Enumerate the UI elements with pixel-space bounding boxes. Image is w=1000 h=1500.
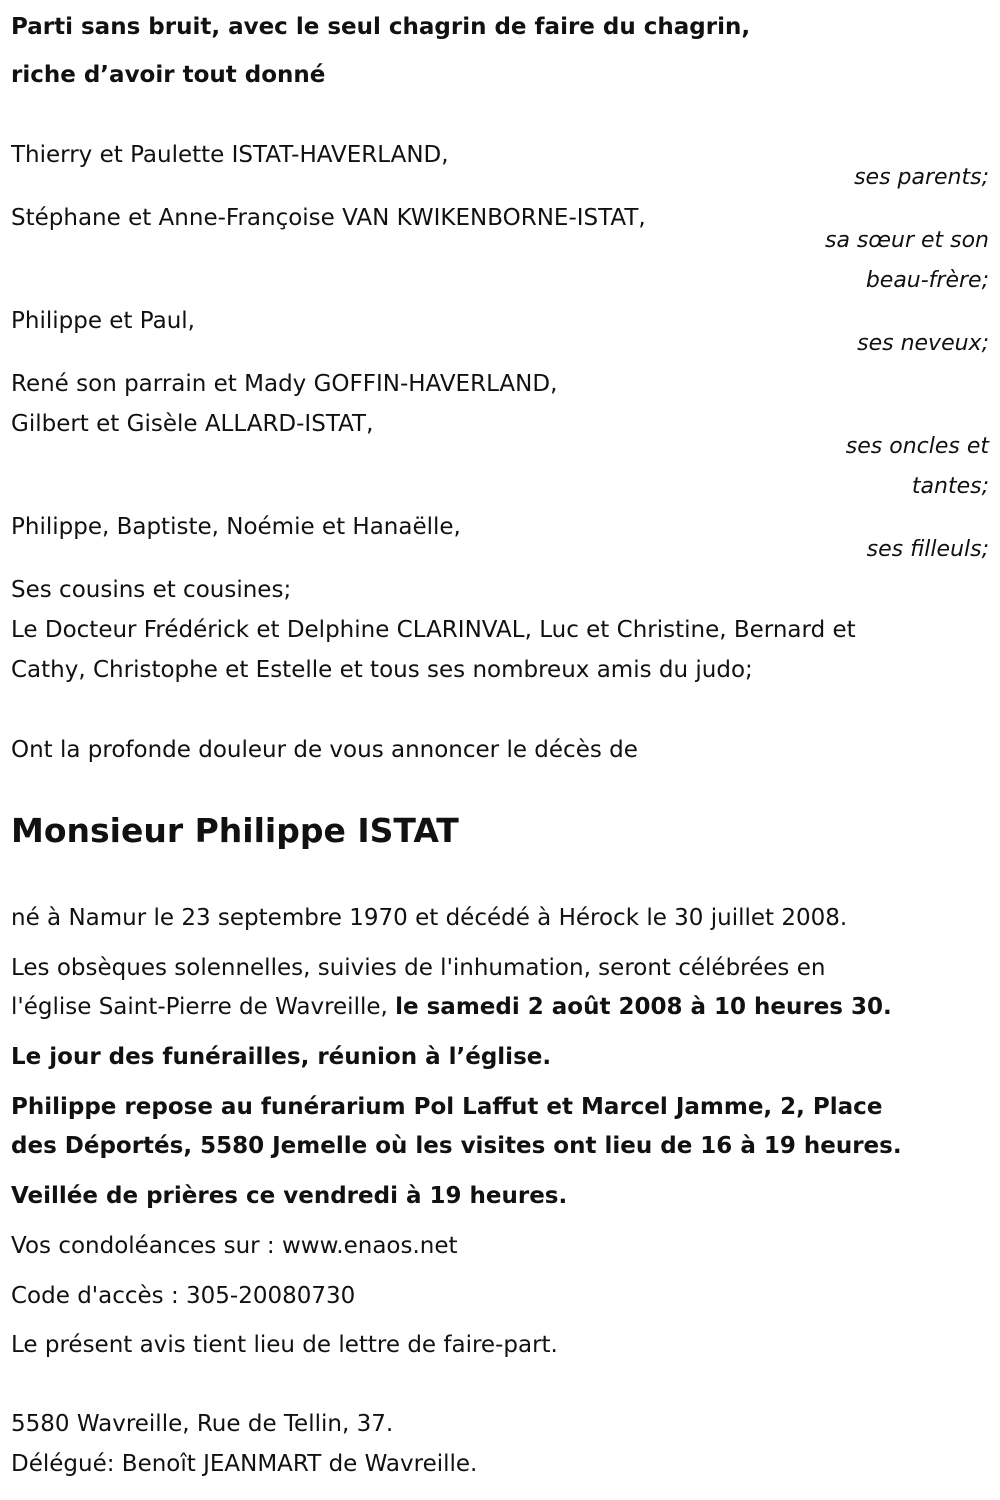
friends-line-1: Le Docteur Frédérick et Delphine CLARINVAL, Luc et Christine, Bernard et <box>11 617 856 643</box>
access-code-line: Code d'accès : 305-20080730 <box>11 1283 356 1309</box>
epitaph-line-1: Parti sans bruit, avec le seul chagrin de faire du chagrin, <box>11 14 751 40</box>
rest-line-1: Philippe repose au funérarium Pol Laffut et Marcel Jamme, 2, Place <box>11 1094 883 1120</box>
delegate-line: Délégué: Benoît JEANMART de Wavreille. <box>11 1451 478 1477</box>
deceased-name: Monsieur Philippe ISTAT <box>11 811 459 850</box>
parents-role: ses parents; <box>854 165 989 190</box>
notice-line: Le présent avis tient lieu de lettre de faire-part. <box>11 1332 558 1358</box>
funeral-line-1: Les obsèques solennelles, suivies de l'inhumation, seront célébrées en <box>11 955 826 981</box>
epitaph-line-2: riche d’avoir tout donné <box>11 62 326 88</box>
uncles-role-line-1: ses oncles et <box>845 434 989 459</box>
godchildren-role: ses filleuls; <box>866 537 989 562</box>
vigil-line: Veillée de prières ce vendredi à 19 heures. <box>11 1183 568 1209</box>
birth-death-line: né à Namur le 23 septembre 1970 et décédé à Hérock le 30 juillet 2008. <box>11 905 848 931</box>
rest-line-2: des Déportés, 5580 Jemelle où les visites ont lieu de 16 à 19 heures. <box>11 1133 902 1159</box>
condolences-line: Vos condoléances sur : www.enaos.net <box>11 1233 458 1259</box>
sister-role-line-1: sa sœur et son <box>824 228 989 253</box>
friends-line-2: Cathy, Christophe et Estelle et tous ses nombreux amis du judo; <box>11 657 753 683</box>
sister-role-line-2: beau-frère; <box>865 268 989 293</box>
uncles-role-line-2: tantes; <box>911 474 989 499</box>
address-line: 5580 Wavreille, Rue de Tellin, 37. <box>11 1411 394 1437</box>
announcement-line: Ont la profonde douleur de vous annoncer le décès de <box>11 737 638 763</box>
funeral-line-2 <box>11 987 892 1027</box>
uncles-names-line-2: Gilbert et Gisèle ALLARD-ISTAT, <box>11 411 374 437</box>
nephews-names: Philippe et Paul, <box>11 308 195 334</box>
funeral-date-time: le samedi 2 août 2008 à 10 heures 30. <box>395 994 892 1020</box>
parents-names: Thierry et Paulette ISTAT-HAVERLAND, <box>11 142 449 168</box>
funeral-church: l'église Saint-Pierre de Wavreille, <box>11 994 396 1020</box>
meeting-line: Le jour des funérailles, réunion à l’église. <box>11 1044 552 1070</box>
uncles-names-line-1: René son parrain et Mady GOFFIN-HAVERLAND, <box>11 371 558 397</box>
godchildren-names: Philippe, Baptiste, Noémie et Hanaëlle, <box>11 514 461 540</box>
nephews-role: ses neveux; <box>857 331 989 356</box>
sister-names: Stéphane et Anne-Françoise VAN KWIKENBORNE-ISTAT, <box>11 205 646 231</box>
cousins-line: Ses cousins et cousines; <box>11 577 292 603</box>
